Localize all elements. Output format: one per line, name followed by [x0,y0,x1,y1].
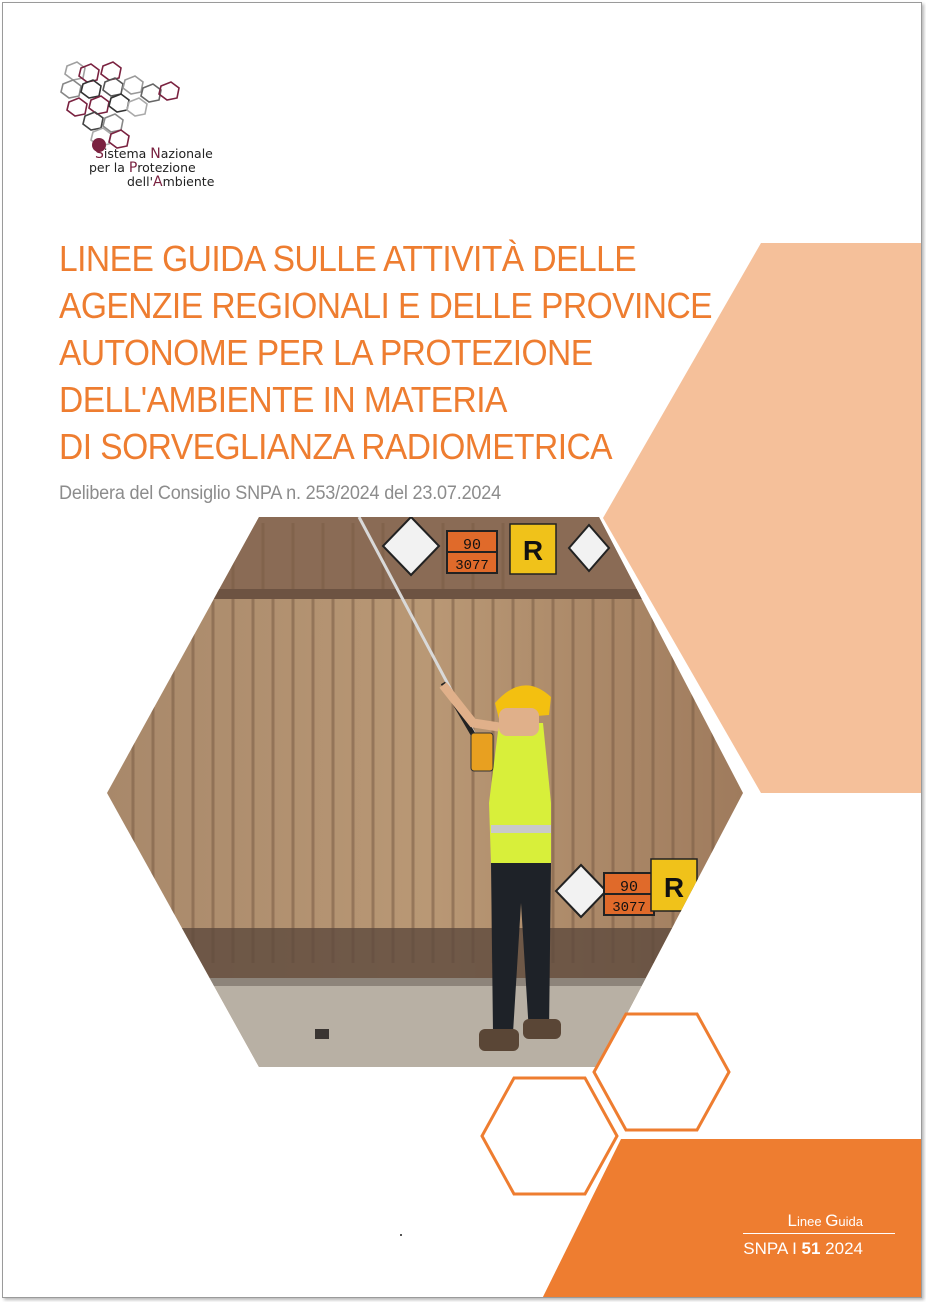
sign-code-bottom: 90 [619,879,639,896]
document-subtitle: Delibera del Consiglio SNPA n. 253/2024 del 23.07.2024 [59,483,501,504]
title-line: AUTONOME PER LA PROTEZIONE [59,332,593,373]
series-label: Linee Guida [787,1211,863,1230]
series-number: SNPA I 51 2024 [743,1239,863,1258]
sign-un-bottom: 3077 [612,900,646,916]
sign-code-top: 90 [462,537,482,554]
document-title [59,235,713,470]
logo-wordmark: Sistema Nazionale per la Protezione dell'Ambiente [89,146,215,190]
footer-divider [743,1233,895,1234]
title-line: DI SORVEGLIANZA RADIOMETRICA [59,426,613,467]
title-line: AGENZIE REGIONALI E DELLE PROVINCE [59,285,713,326]
sign-r-bottom: R [663,872,685,903]
r-plate-top [510,524,556,574]
background-decoration [3,3,922,1298]
small-hexagon-outline-2 [482,1078,617,1194]
title-line: LINEE GUIDA SULLE ATTIVITÀ DELLE [59,238,637,279]
sign-un-top: 3077 [455,558,489,574]
stray-dot [400,1234,402,1236]
title-line: DELL'AMBIENTE IN MATERIA [59,379,507,420]
r-plate-bottom [651,859,697,911]
sign-r-top: R [522,535,544,566]
document-page [2,2,922,1298]
